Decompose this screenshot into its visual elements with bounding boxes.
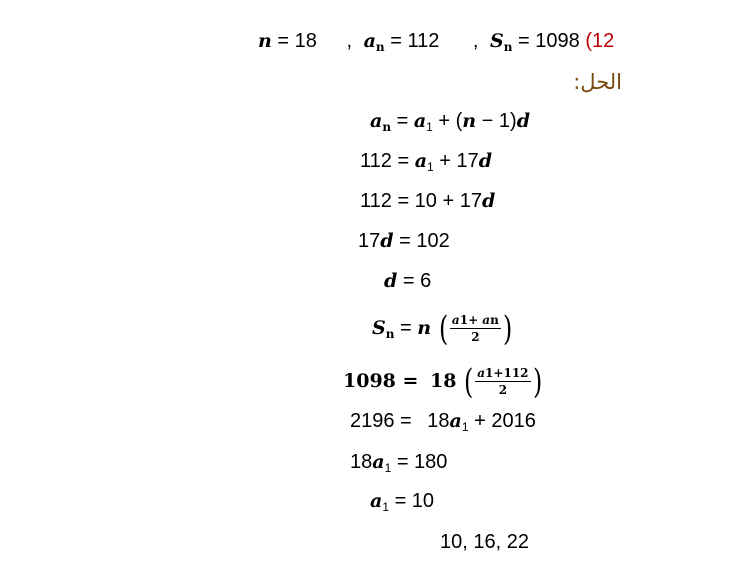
step-6: $S_n = n$ ( $\frac{a1+ an}{2}$ ) xyxy=(372,308,513,349)
final-answer: 10, 16, 22 xyxy=(440,531,529,553)
step-10: $a_1 = 10$ xyxy=(370,490,435,514)
step-3: 112 = 10 + 17d xyxy=(360,190,496,212)
n-equals: = xyxy=(277,30,295,52)
step-5: d = 6 xyxy=(384,270,432,292)
an-value: 112 xyxy=(407,30,440,52)
question-number: (12 xyxy=(585,30,615,52)
step-9: $18a_1 = 180$ xyxy=(350,451,448,475)
step-1: $a_n = a_1 + (n - 1)d$ xyxy=(370,110,530,134)
sn-value: 1098 xyxy=(535,30,580,52)
step-4: 17d = 102 xyxy=(358,230,450,252)
sn-variable: $S_n$ xyxy=(490,30,513,54)
n-value: 18 xyxy=(294,30,317,52)
question-header xyxy=(258,29,614,59)
an-equals: = xyxy=(390,30,408,52)
an-variable: $a_n$ xyxy=(363,30,385,54)
n-variable: n xyxy=(258,30,272,52)
step-8: $2196 = 18a_1 + 2016$ xyxy=(350,410,536,434)
solution-label: الحل: xyxy=(573,70,622,94)
separator: , xyxy=(346,30,353,52)
step-2: $112 = a_1 + 17d$ xyxy=(360,150,493,174)
sn-equals: = xyxy=(518,30,536,52)
step-7: 1098 = 18 ( $\frac{a1+112}{2}$ ) xyxy=(343,361,542,402)
separator: , xyxy=(472,30,479,52)
